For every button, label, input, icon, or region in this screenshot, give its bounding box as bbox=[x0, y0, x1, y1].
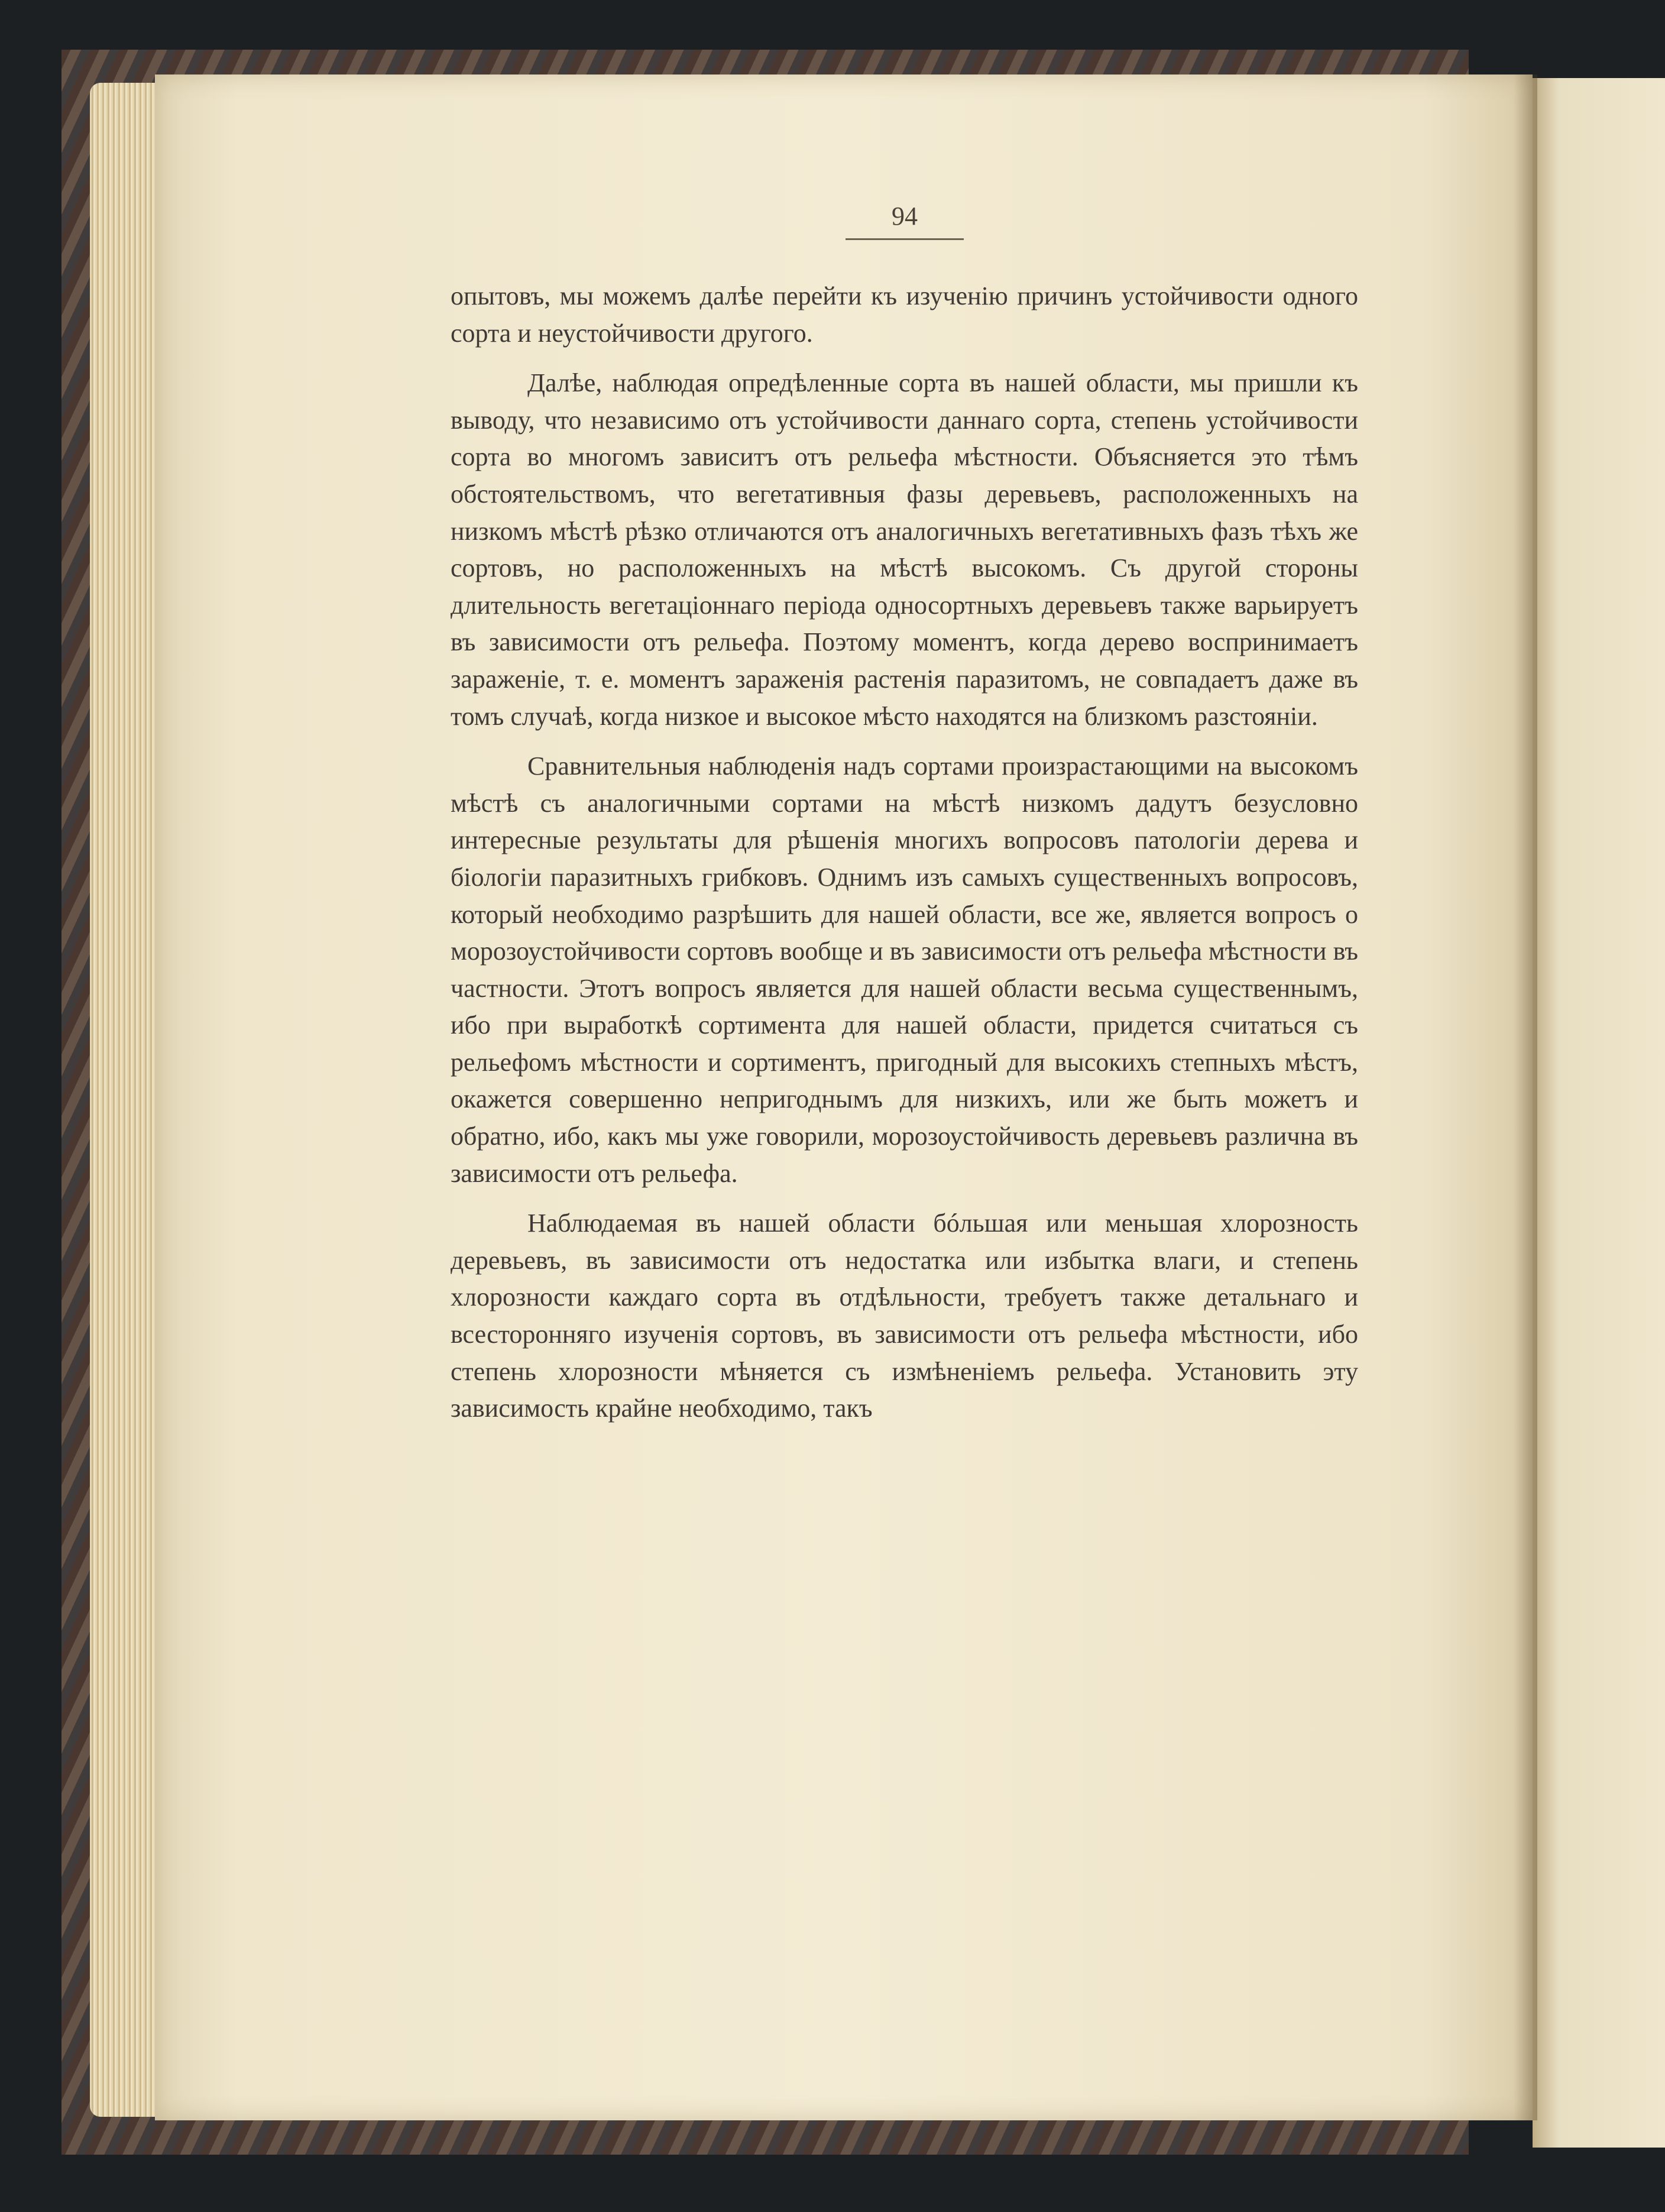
paragraph: опытовъ, мы можемъ далѣе перейти къ изученію причинъ устойчивости одного сорта и неустойчивости другого. bbox=[451, 281, 1358, 348]
next-page-edge bbox=[1533, 78, 1665, 2148]
paragraph: Далѣе, наблюдая опредѣленные сорта въ нашей области, мы пришли къ выводу, что независимо отъ устойчивости даннаго сорта, степень устойчивости сорта во многомъ зависитъ отъ рельефа мѣстности. Объясняется это тѣмъ обстоятельствомъ, что вегетативныя фазы деревьевъ, расположенныхъ на низкомъ мѣстѣ рѣзко отличаются отъ аналогичныхъ вегетативныхъ фазъ тѣхъ же сортовъ, но расположенныхъ на мѣстѣ высокомъ. Съ другой стороны длительность вегетаціоннаго періода односортныхъ деревьевъ также варьируетъ въ зависимости отъ рельефа. Поэтому моментъ, когда дерево воспринимаетъ зараженіе, т. е. моментъ зараженія растенія паразитомъ, не совпадаетъ даже въ томъ случаѣ, когда низкое и высокое мѣсто находятся на близкомъ разстояніи. bbox=[451, 368, 1358, 731]
paragraph: Наблюдаемая въ нашей области бóльшая или меньшая хлорозность деревьевъ, въ зависимости отъ недостатка или избытка влаги, и степень хлорозности каждаго сорта въ отдѣльности, требуетъ также детальнаго и всесторонняго изученія сортовъ, въ зависимости отъ рельефа мѣстности, ибо степень хлорозности мѣняется съ измѣненіемъ рельефа. Установить эту зависимость крайне необходимо, такъ bbox=[451, 1209, 1358, 1423]
page-edges bbox=[90, 83, 161, 2117]
body-text bbox=[451, 278, 1358, 1427]
paragraph: Сравнительныя наблюденія надъ сортами произрастающими на высокомъ мѣстѣ съ аналогичными сортами на мѣстѣ низкомъ дадутъ безусловно интересные результаты для рѣшенія многихъ вопросовъ патологіи дерева и біологіи паразитныхъ грибковъ. Однимъ изъ самыхъ существенныхъ вопросовъ, который необходимо разрѣшить для нашей области, все же, является вопросъ о морозоустойчивости сортовъ вообще и въ зависимости отъ рельефа мѣстности въ частности. Этотъ вопросъ является для нашей области весьма существеннымъ, ибо при выработкѣ сортимента для нашей области, придется считаться съ рельефомъ мѣстности и сортиментъ, пригодный для высокихъ степныхъ мѣстъ, окажется совершенно непригоднымъ для низкихъ, или же быть можетъ и обратно, ибо, какъ мы уже говорили, морозоустойчивость деревьевъ различна въ зависимости отъ рельефа. bbox=[451, 752, 1358, 1188]
spine-shadow bbox=[1514, 75, 1537, 2120]
page-number: 94 bbox=[892, 202, 918, 231]
page-number-rule bbox=[846, 238, 964, 240]
